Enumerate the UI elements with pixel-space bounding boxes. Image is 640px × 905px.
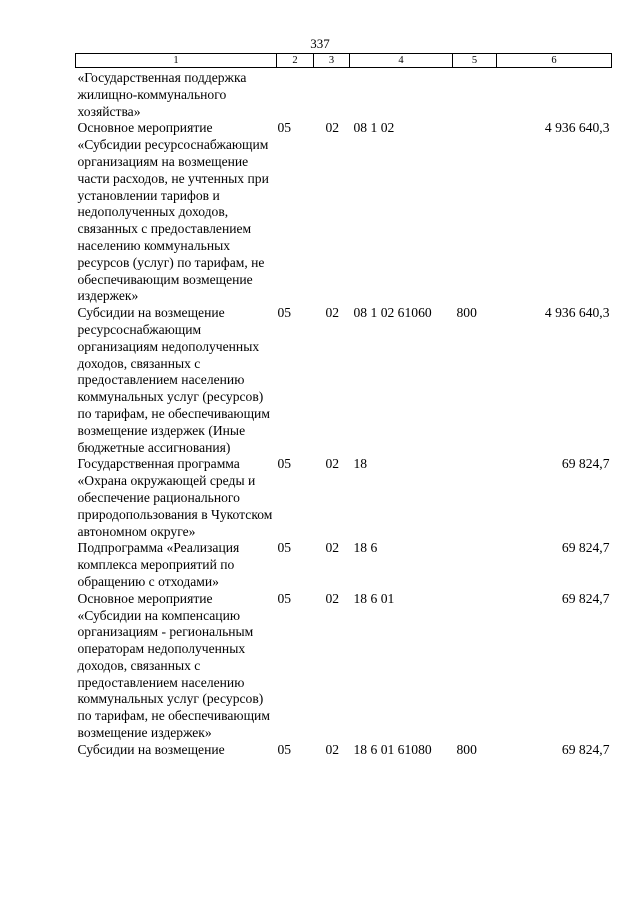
row-name: Основное мероприятие «Субсидии на компенсацию организациям - региональным операторам недополученных доходов, связанных с предоставлением населению коммунальных услуг (ресурсов) по тарифам, не обеспечивающим возмещение издержек» [77,590,270,741]
column-header-5: 5 [453,54,497,68]
row-amount: 4 936 640,3 [544,120,610,136]
row-subsection: 02 [325,590,340,606]
row-name: Государственная программа «Охрана окружающей среды и обеспечение рационального природопользования в Чукотском автономном округе» [77,456,273,539]
column-header-4: 4 [350,54,453,68]
row-expense-type: 800 [456,741,477,757]
budget-table [75,53,612,759]
table-header-row [76,54,612,68]
row-target-article: 18 6 01 [353,590,395,606]
row-section: 05 [277,305,292,321]
table-row [76,456,612,540]
column-header-1: 1 [76,54,277,68]
row-name: Субсидии на возмещение [77,741,225,757]
row-section [277,68,314,121]
row-target-article: 08 1 02 [353,120,395,136]
row-name: «Государственная поддержка жилищно-коммунального хозяйства» [77,70,247,119]
row-subsection: 02 [325,305,340,321]
row-expense-type [453,68,497,121]
row-expense-type: 800 [456,305,477,321]
row-name: Субсидии на возмещение ресурсоснабжающим организациям недополученных доходов, связанных с предоставлением населению коммунальных услуг (ресурсов) по тарифам, не обеспечивающим возмещение издержек (Иные бюджетные ассигнования) [77,305,270,455]
column-header-6: 6 [497,54,612,68]
table-row [76,540,612,590]
row-section: 05 [277,456,292,472]
row-amount [497,68,612,121]
row-amount: 69 824,7 [561,590,610,606]
row-subsection: 02 [325,456,340,472]
column-header-2: 2 [277,54,314,68]
row-target-article [350,68,453,121]
row-expense-type [453,456,497,540]
row-section: 05 [277,120,292,136]
row-amount: 69 824,7 [561,456,610,472]
row-subsection [314,68,350,121]
table-row [76,591,612,742]
row-expense-type [453,120,497,305]
row-subsection: 02 [325,540,340,556]
row-amount: 69 824,7 [561,540,610,556]
row-amount: 69 824,7 [561,741,610,757]
table-row [76,68,612,121]
row-name: Подпрограмма «Реализация комплекса мероприятий по обращению с отходами» [77,540,240,589]
row-target-article: 18 6 01 61080 [353,741,432,757]
row-section: 05 [277,741,292,757]
row-subsection: 02 [325,741,340,757]
row-target-article: 18 [353,456,368,472]
row-expense-type [453,591,497,742]
row-section: 05 [277,540,292,556]
table-row [76,742,612,759]
row-target-article: 18 6 [353,540,378,556]
table-row [76,305,612,456]
row-target-article: 08 1 02 61060 [353,305,432,321]
row-expense-type [453,540,497,590]
row-amount: 4 936 640,3 [544,305,610,321]
table-row [76,120,612,305]
row-subsection: 02 [325,120,340,136]
page-number: 337 [310,36,330,51]
row-name: Основное мероприятие «Субсидии ресурсоснабжающим организациям на возмещение части расходов, не учтенных при установлении тарифов и недополученных доходов, связанных с предоставлением населению коммунальных ресурсов (услуг) по тарифам, не обеспечивающим возмещение издержек» [77,120,269,304]
column-header-3: 3 [314,54,350,68]
row-section: 05 [277,590,292,606]
